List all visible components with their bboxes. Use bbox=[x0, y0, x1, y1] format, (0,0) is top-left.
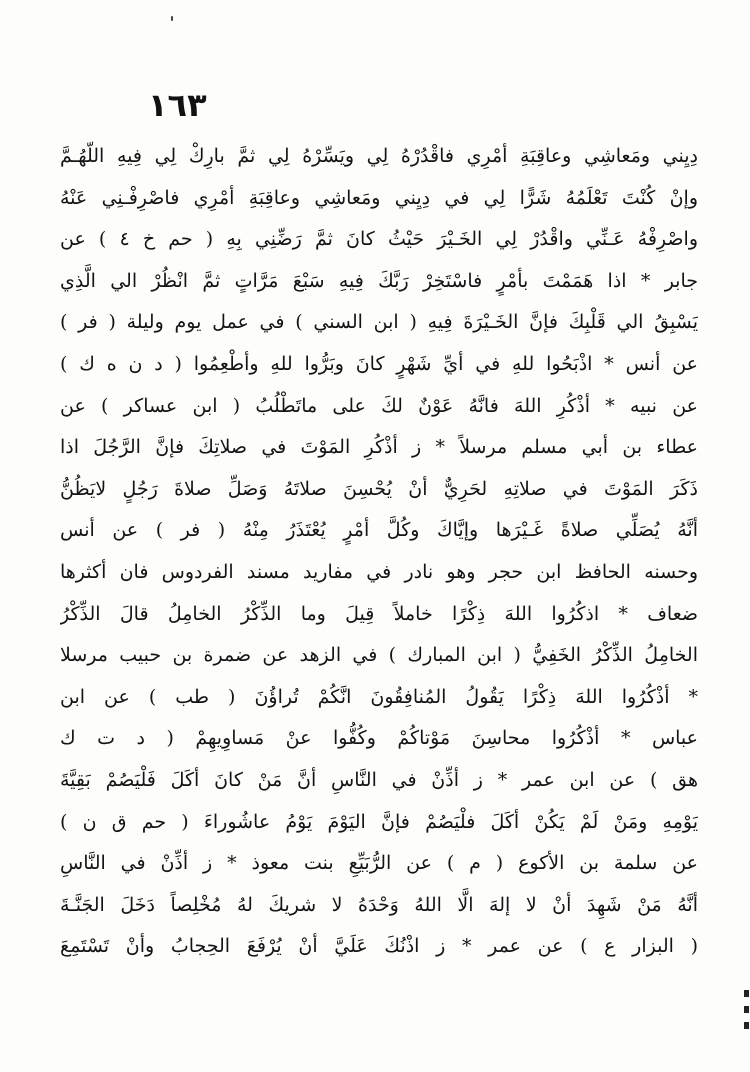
edge-mark bbox=[744, 1022, 749, 1029]
edge-mark bbox=[744, 990, 749, 997]
text-line: أنَّهُ يُصَلِّي صلاةً غَـيْرَها وإيَّاكَ وكُلَّ أمْرٍ يُعْتَذَرُ مِنْهُ ( فر ) عن أنس bbox=[60, 519, 698, 542]
text-line: أنَّهُ مَنْ شَهِدَ أنْ لا إلهَ الَّا اللهُ وَحْدَهُ لا شريكَ لهُ مُخْلِصاً دَخَلَ الجَنَّـةَ bbox=[60, 893, 698, 916]
text-line: جابر * اذا هَمَمْتَ بأمْرٍ فاسْتَخِرْ رَبَّكَ فِيهِ سَبْعَ مَرَّاتٍ ثمَّ انْظُرْ الي الَّذِي bbox=[60, 269, 698, 292]
ink-speck bbox=[171, 16, 173, 21]
text-line: دِيِني ومَعاشِي وعاقِبَةِ أمْرِي فاقْدُرْهُ لِي ويَسِّرْهُ لِي ثمَّ بارِكْ لِي فِيهِ اللّهُـمَّ bbox=[60, 145, 698, 167]
text-line: ذَكَرَ المَوْتَ في صلاتِهِ لحَرِيٌّ أنْ يُحْسِنَ صلاتَهُ وَصَلِّ صلاةَ رَجُلٍ لايَظُنُّ bbox=[60, 477, 698, 500]
text-line: عن سلمة بن الأكوع ( م ) عن الرُّبَيِّعِ بنت معوذ * ز أذِّنْ في النَّاسِ bbox=[60, 852, 698, 875]
text-line: عن نبيه * أذْكُرِ اللهَ فانَّهُ عَوْنٌ لكَ على ماتَطْلُبُ ( ابن عساكر ) عن bbox=[60, 394, 698, 417]
text-line: وحسنه الحافظ ابن حجر وهو نادر في مفاريد مسند الفردوس فان أكثرها bbox=[60, 560, 698, 583]
arabic-text-body bbox=[60, 136, 698, 968]
text-line: هق ) عن ابن عمر * ز أذِّنْ في النَّاسِ أنَّ مَنْ كانَ أكَلَ فَلْيَصُمْ بَقِيَّةَ bbox=[60, 768, 698, 791]
text-line: واصْرِفْهُ عَـنِّي واقْدُرْ لِي الخَـيْرَ حَيْثُ كانَ ثمَّ رَضِّنِي بِهِ ( حم خ ٤ ) عن bbox=[60, 228, 698, 251]
text-line: ضعاف * اذكُرُوا اللهَ ذِكْرًا خاملاً قِيلَ وما الذِّكْرُ الخامِلُ قالَ الذِّكْرُ bbox=[60, 602, 698, 625]
text-line: عطاء بن أبي مسلم مرسلاً * ز أذْكُرِ المَوْتَ في صلاتِكَ فإنَّ الرَّجُلَ اذا bbox=[60, 436, 698, 459]
edge-mark bbox=[744, 1006, 749, 1013]
text-line: * أذْكُرُوا اللهَ ذِكْرًا يَقُولُ المُنافِقُونَ انَّكُمْ تُراؤُنَ ( طب ) عن ابن bbox=[60, 685, 698, 708]
text-line: الخامِلُ الذِّكْرُ الخَفِيُّ ( ابن المبارك ) في الزهد عن ضمرة بن حبيب مرسلا bbox=[60, 644, 698, 667]
text-line: ( البزار ع ) عن عمر * ز اذْنُكَ عَلَيَّ أنْ يُرْفَعَ الحِجابُ وأنْ تَسْتَمِعَ bbox=[60, 935, 698, 958]
text-line: عن أنس * اذْبَحُوا للهِ في أيِّ شَهْرٍ كانَ وبَرُّوا للهِ وأطْعِمُوا ( د ن ه ك ) bbox=[60, 352, 698, 375]
text-line: يَسْبِقُ الي قَلْبِكَ فإنَّ الخَـيْرَةَ فِيهِ ( ابن السني ) في عمل يوم وليلة ( فر ) bbox=[60, 311, 698, 334]
text-line: وإنْ كُنْتَ تَعْلَمُهُ شَرًّا لِي في دِيِني ومَعاشِي وعاقِبَةِ أمْرِي فاصْرِفْـنِي عَنْهُ bbox=[60, 186, 698, 209]
text-line: يَوْمِهِ ومَنْ لَمْ يَكُنْ أكَلَ فلْيَصُمْ فإنَّ اليَوْمَ يَوْمُ عاشُوراءَ ( حم ق ن ) bbox=[60, 810, 698, 833]
page-edge-marks bbox=[744, 990, 750, 1060]
page-number: ١٦٣ bbox=[148, 86, 207, 124]
text-line: عباس * أذْكُرُوا محاسِنَ مَوْتاكُمْ وكُفُّوا عنْ مَساوِيهِمْ ( د ت ك bbox=[60, 727, 698, 750]
